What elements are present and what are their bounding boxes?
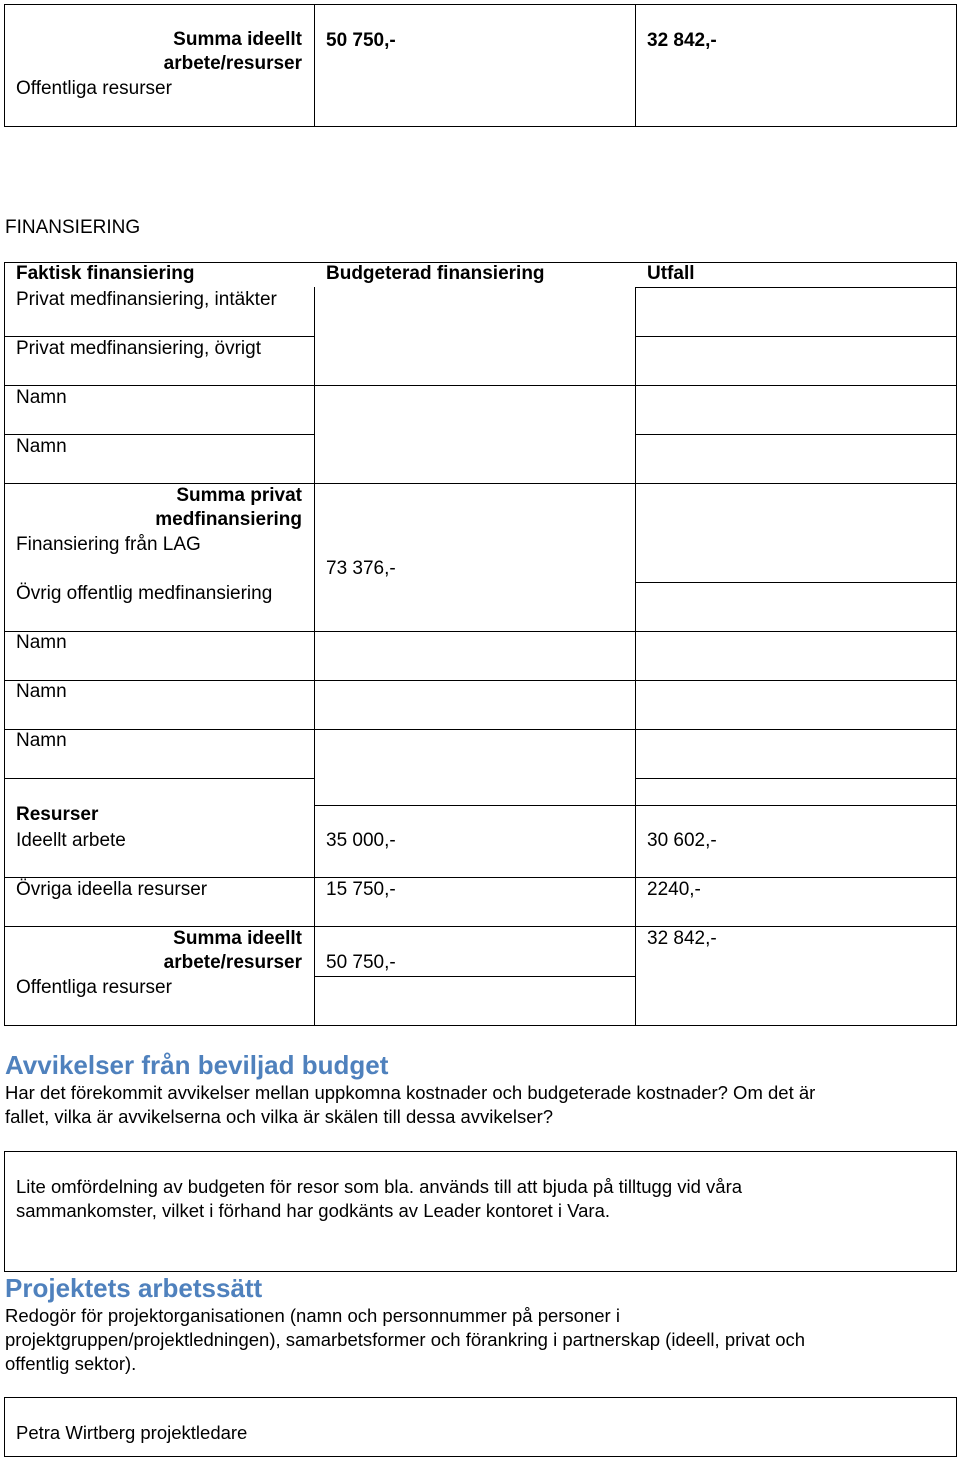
lag-label: Finansiering från LAG xyxy=(16,534,201,555)
row-line xyxy=(635,680,957,681)
row-line xyxy=(314,976,635,977)
row-line xyxy=(635,778,957,779)
finansiering-table xyxy=(4,262,957,1026)
namn-label: Namn xyxy=(16,387,67,408)
namn-label: Namn xyxy=(16,730,67,751)
row-line xyxy=(635,631,957,632)
ideellt-utfall-value: 30 602,- xyxy=(647,830,717,851)
avvikelser-heading: Avvikelser från beviljad budget xyxy=(5,1050,389,1080)
summa-utfall-value: 32 842,- xyxy=(647,928,717,949)
top-summary-table xyxy=(4,4,957,127)
row-line xyxy=(635,434,957,435)
table-divider xyxy=(635,287,636,1026)
header-budgeterad: Budgeterad finansiering xyxy=(326,263,545,284)
summa-ideellt-label: arbete/resurser xyxy=(163,53,302,74)
header-faktisk: Faktisk finansiering xyxy=(16,263,195,284)
arbetssatt-heading: Projektets arbetssätt xyxy=(5,1273,263,1303)
namn-label: Namn xyxy=(16,632,67,653)
row-line xyxy=(314,729,635,730)
ovrig-offentlig-label: Övrig offentlig medfinansiering xyxy=(16,583,273,604)
summa-ideellt-label: Summa ideellt xyxy=(173,29,302,50)
namn-label: Namn xyxy=(16,681,67,702)
row-line xyxy=(314,483,635,484)
table-divider xyxy=(314,287,315,1026)
lag-budget-value: 73 376,- xyxy=(326,558,396,579)
row-line xyxy=(635,805,957,806)
row-line xyxy=(635,483,957,484)
summa-privat-label: medfinansiering xyxy=(155,509,302,530)
offentliga-resurser-label: Offentliga resurser xyxy=(16,78,172,99)
privat-intakter-label: Privat medfinansiering, intäkter xyxy=(16,289,277,310)
summa-privat-label: Summa privat xyxy=(176,485,302,506)
resurser-label: Resurser xyxy=(16,804,99,825)
table-divider xyxy=(314,4,315,127)
row-line xyxy=(635,287,957,288)
row-line xyxy=(4,778,314,779)
ideellt-arbete-label: Ideellt arbete xyxy=(16,830,126,851)
summa-ideellt-label: Summa ideellt xyxy=(173,928,302,949)
table-divider xyxy=(635,4,636,127)
arbetssatt-description: Redogör för projektorganisationen (namn och personnummer på personer i projektgruppen/projektledningen), samarbetsformer och förankring i partnerskap (ideell, privat och offentlig sektor). xyxy=(5,1305,806,1374)
ovriga-utfall-value: 2240,- xyxy=(647,879,701,900)
summa-budget-value: 50 750,- xyxy=(326,952,396,973)
namn-label: Namn xyxy=(16,436,67,457)
row-line xyxy=(635,582,957,583)
privat-ovrigt-label: Privat medfinansiering, övrigt xyxy=(16,338,261,359)
row-line xyxy=(635,385,957,386)
row-line xyxy=(635,729,957,730)
avvikelser-answer: Lite omfördelning av budgeten för resor som bla. används till att bjuda på tilltugg vid våra sammankomster, vilket i förhand har godkänts av Leader kontoret i Vara. xyxy=(16,1176,743,1221)
avvikelser-question: Har det förekommit avvikelser mellan uppkomna kostnader och budgeterade kostnader? Om det är fallet, vilka är avvikelserna och vilka är skälen till dessa avvikelser? xyxy=(5,1082,816,1127)
row-line xyxy=(314,385,635,386)
ideellt-budget-value: 35 000,- xyxy=(326,830,396,851)
summa-utfall-value: 32 842,- xyxy=(647,30,717,51)
ovriga-ideella-label: Övriga ideella resurser xyxy=(16,879,208,900)
row-line xyxy=(314,680,635,681)
row-line xyxy=(314,805,635,806)
summa-ideellt-label: arbete/resurser xyxy=(163,952,302,973)
offentliga-resurser-label: Offentliga resurser xyxy=(16,977,172,998)
section-title: FINANSIERING xyxy=(5,217,141,238)
row-line xyxy=(4,926,957,927)
summa-budget-value: 50 750,- xyxy=(326,30,396,51)
header-utfall: Utfall xyxy=(647,263,695,284)
arbetssatt-answer: Petra Wirtberg projektledare xyxy=(16,1422,248,1443)
row-line xyxy=(635,336,957,337)
row-line xyxy=(314,631,635,632)
ovriga-budget-value: 15 750,- xyxy=(326,879,396,900)
